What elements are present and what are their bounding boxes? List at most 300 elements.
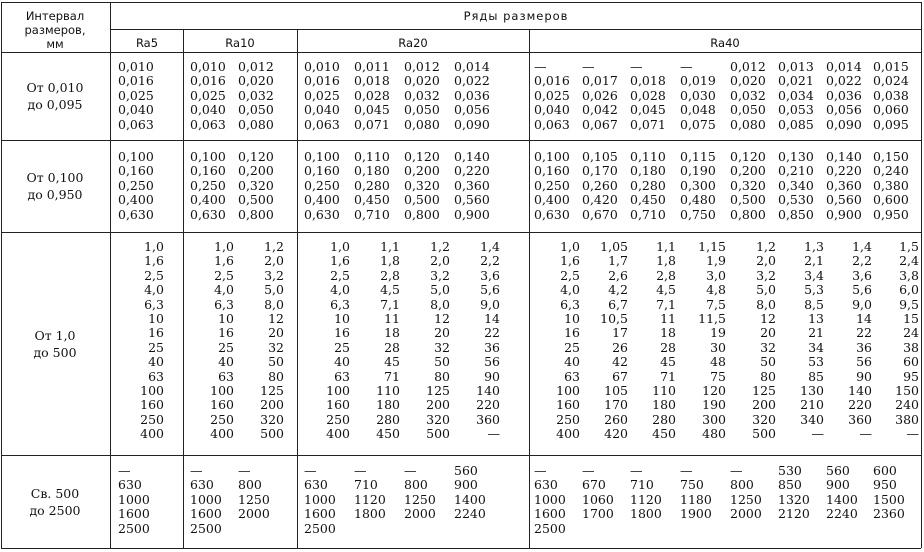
- table-cell: 32: [434, 339, 450, 355]
- table-cell: 0,014: [826, 59, 862, 74]
- header-divider-2: [1, 52, 921, 53]
- table-cell: 1600: [190, 506, 222, 522]
- table-cell: 380: [895, 411, 919, 427]
- table-cell: 16: [564, 325, 580, 341]
- table-cell: 6,3: [214, 296, 234, 312]
- table-cell: 125: [260, 382, 284, 398]
- table-cell: 140: [476, 382, 500, 398]
- value-column: [534, 150, 580, 222]
- table-bottom-border: [1, 548, 921, 549]
- value-column: [873, 60, 919, 132]
- table-cell: 0,900: [826, 206, 862, 222]
- table-cell: 0,400: [304, 192, 340, 208]
- table-cell: 6,3: [144, 296, 164, 312]
- table-cell: 2240: [826, 506, 858, 522]
- table-cell: 0,018: [354, 73, 390, 89]
- table-cell: 3,4: [804, 267, 824, 283]
- table-cell: 0,140: [454, 149, 490, 164]
- table-cell: 4,0: [560, 282, 580, 298]
- table-cell: 3,6: [480, 267, 500, 283]
- table-cell: 12: [760, 310, 776, 326]
- table-cell: 110: [652, 382, 676, 398]
- table-cell: 950: [873, 477, 897, 493]
- table-cell: —: [859, 426, 872, 442]
- table-cell: 2,0: [264, 253, 284, 269]
- table-cell: 0,048: [680, 102, 716, 118]
- table-cell: 0,800: [730, 206, 766, 222]
- table-cell: 160: [140, 397, 164, 413]
- table-cell: 8,5: [804, 296, 824, 312]
- table-cell: 0,900: [454, 206, 490, 222]
- table-cell: 0,105: [582, 149, 618, 164]
- value-column: [778, 150, 824, 222]
- table-cell: 0,042: [582, 102, 618, 118]
- table-cell: 0,028: [630, 87, 666, 103]
- table-cell: 63: [218, 368, 234, 384]
- table-cell: 0,067: [582, 116, 618, 132]
- table-cell: 20: [434, 325, 450, 341]
- table-cell: 12: [434, 310, 450, 326]
- table-cell: 80: [434, 368, 450, 384]
- table-cell: 900: [454, 477, 478, 493]
- table-cell: 160: [556, 397, 580, 413]
- table-cell: 45: [384, 354, 400, 370]
- group-divider-3: [1, 455, 921, 456]
- table-cell: 0,022: [826, 73, 862, 89]
- table-cell: 7,5: [706, 296, 726, 312]
- table-cell: 0,180: [354, 163, 390, 179]
- table-cell: 710: [630, 477, 654, 493]
- table-cell: 900: [826, 477, 850, 493]
- column-divider-ra5: [183, 29, 184, 548]
- value-column: [238, 60, 284, 132]
- table-cell: 360: [848, 411, 872, 427]
- table-cell: 0,130: [778, 149, 814, 164]
- table-cell: 0,500: [404, 192, 440, 208]
- table-cell: 2,5: [214, 267, 234, 283]
- interval-label-line: до 500: [33, 344, 77, 360]
- value-column: [730, 240, 776, 441]
- column-divider-ra10: [297, 29, 298, 548]
- table-cell: 1,0: [330, 239, 350, 254]
- table-cell: 25: [564, 339, 580, 355]
- column-divider-interval: [110, 2, 111, 548]
- value-column: [826, 464, 872, 536]
- table-cell: 8,0: [264, 296, 284, 312]
- group-divider-1: [1, 140, 921, 141]
- table-cell: 530: [778, 463, 802, 478]
- value-column: [190, 240, 234, 441]
- table-cell: 18: [660, 325, 676, 341]
- table-cell: 0,220: [826, 163, 862, 179]
- table-cell: 0,210: [778, 163, 814, 179]
- table-cell: 1,1: [380, 239, 400, 254]
- table-cell: 2,2: [480, 253, 500, 269]
- table-cell: 6,3: [560, 296, 580, 312]
- table-cell: 0,450: [354, 192, 390, 208]
- table-cell: 11: [660, 310, 676, 326]
- table-cell: —: [534, 59, 547, 74]
- value-column: [873, 150, 919, 222]
- table-cell: 7,1: [656, 296, 676, 312]
- table-cell: 0,063: [304, 116, 340, 132]
- table-cell: 220: [476, 397, 500, 413]
- table-cell: 0,085: [778, 116, 814, 132]
- table-cell: 0,710: [354, 206, 390, 222]
- table-cell: 16: [334, 325, 350, 341]
- table-cell: 4,8: [706, 282, 726, 298]
- table-cell: 10: [218, 310, 234, 326]
- table-cell: 1000: [304, 491, 336, 507]
- table-cell: —: [811, 426, 824, 442]
- table-cell: 63: [564, 368, 580, 384]
- table-cell: 20: [268, 325, 284, 341]
- table-cell: 71: [660, 368, 676, 384]
- table-cell: [630, 522, 676, 536]
- value-column: [238, 464, 284, 536]
- value-column: [190, 60, 234, 132]
- table-cell: 0,034: [778, 87, 814, 103]
- interval-label: [2, 169, 108, 203]
- table-cell: 1600: [304, 506, 336, 522]
- value-column: [404, 150, 450, 222]
- table-cell: 0,080: [404, 116, 440, 132]
- table-cell: 1,6: [144, 253, 164, 269]
- value-column: [680, 150, 726, 222]
- table-cell: —: [680, 463, 693, 478]
- table-cell: 0,320: [404, 177, 440, 193]
- table-cell: 0,480: [680, 192, 716, 208]
- table-cell: 0,040: [534, 102, 570, 118]
- table-cell: 400: [210, 426, 234, 442]
- table-cell: 2500: [534, 520, 566, 536]
- table-cell: 13: [808, 310, 824, 326]
- value-column: [630, 150, 676, 222]
- table-cell: 2000: [238, 506, 270, 522]
- table-cell: 38: [903, 339, 919, 355]
- table-cell: 630: [118, 477, 142, 493]
- table-cell: 1,8: [656, 253, 676, 269]
- table-cell: [730, 522, 776, 536]
- table-cell: 0,630: [534, 206, 570, 222]
- table-cell: 16: [148, 325, 164, 341]
- table-cell: [873, 522, 919, 536]
- table-cell: 0,250: [534, 177, 570, 193]
- table-cell: 3,8: [899, 267, 919, 283]
- table-cell: —: [630, 59, 643, 74]
- value-column: [454, 150, 500, 222]
- table-cell: 4,5: [380, 282, 400, 298]
- table-cell: 40: [564, 354, 580, 370]
- table-cell: 1,1: [656, 239, 676, 254]
- table-cell: 60: [903, 354, 919, 370]
- table-cell: 420: [604, 426, 628, 442]
- table-cell: 2,4: [899, 253, 919, 269]
- table-cell: 90: [856, 368, 872, 384]
- table-cell: 0,115: [680, 149, 716, 164]
- table-cell: 0,090: [454, 116, 490, 132]
- table-cell: 22: [856, 325, 872, 341]
- table-cell: 0,020: [404, 73, 440, 89]
- table-cell: 0,170: [582, 163, 618, 179]
- table-cell: 750: [680, 477, 704, 493]
- table-cell: 2500: [304, 520, 336, 536]
- table-cell: 2000: [404, 506, 436, 522]
- table-cell: 560: [454, 463, 478, 478]
- table-cell: 1000: [534, 491, 566, 507]
- table-cell: 125: [426, 382, 450, 398]
- value-column: [404, 240, 450, 441]
- table-cell: 160: [326, 397, 350, 413]
- table-cell: 0,560: [826, 192, 862, 208]
- value-column: [404, 60, 450, 132]
- table-cell: 3,2: [430, 267, 450, 283]
- interval-label-line: до 2500: [29, 502, 81, 518]
- table-cell: 6,3: [330, 296, 350, 312]
- table-cell: 0,250: [190, 177, 226, 193]
- table-cell: 25: [218, 339, 234, 355]
- table-cell: 2,5: [560, 267, 580, 283]
- table-cell: 10: [148, 310, 164, 326]
- table-cell: 11,5: [698, 310, 726, 326]
- table-cell: 5,0: [430, 282, 450, 298]
- table-cell: 4,2: [608, 282, 628, 298]
- table-cell: 0,026: [582, 87, 618, 103]
- value-column: [354, 240, 400, 441]
- table-cell: 0,071: [630, 116, 666, 132]
- table-right-border: [921, 2, 922, 548]
- table-cell: 0,060: [873, 102, 909, 118]
- table-cell: 80: [268, 368, 284, 384]
- table-cell: 45: [660, 354, 676, 370]
- table-cell: 4,0: [214, 282, 234, 298]
- table-cell: 9,0: [852, 296, 872, 312]
- table-cell: —: [118, 463, 131, 478]
- table-cell: 32: [268, 339, 284, 355]
- table-cell: 10: [334, 310, 350, 326]
- table-cell: 2360: [873, 506, 905, 522]
- table-cell: [404, 522, 450, 536]
- table-cell: 2,0: [756, 253, 776, 269]
- table-cell: 3,0: [706, 267, 726, 283]
- table-cell: 0,036: [454, 87, 490, 103]
- table-cell: —: [582, 463, 595, 478]
- table-cell: —: [680, 59, 693, 74]
- table-cell: 0,015: [873, 59, 909, 74]
- table-cell: 1320: [778, 491, 810, 507]
- table-cell: [778, 522, 824, 536]
- table-cell: 0,280: [354, 177, 390, 193]
- table-cell: 0,016: [190, 73, 226, 89]
- table-cell: 1060: [582, 491, 614, 507]
- table-cell: [680, 522, 726, 536]
- table-cell: 14: [484, 310, 500, 326]
- table-cell: 30: [710, 339, 726, 355]
- table-cell: —: [582, 59, 595, 74]
- value-column: [118, 150, 164, 222]
- table-cell: 0,320: [730, 177, 766, 193]
- table-cell: 17: [612, 325, 628, 341]
- value-column: [778, 240, 824, 441]
- table-cell: 5,0: [264, 282, 284, 298]
- table-cell: [582, 522, 628, 536]
- table-cell: 0,045: [354, 102, 390, 118]
- value-column: [778, 60, 824, 132]
- table-cell: 1400: [454, 491, 486, 507]
- value-column: [118, 60, 164, 132]
- table-cell: 260: [604, 411, 628, 427]
- table-cell: 0,260: [582, 177, 618, 193]
- table-cell: 2500: [118, 520, 150, 536]
- table-cell: 0,500: [730, 192, 766, 208]
- table-cell: 0,400: [534, 192, 570, 208]
- table-cell: 0,380: [873, 177, 909, 193]
- table-cell: 0,016: [304, 73, 340, 89]
- table-cell: 0,100: [534, 149, 570, 164]
- table-cell: 0,050: [730, 102, 766, 118]
- series-ra40-header: Ra40: [710, 36, 740, 50]
- value-column: [354, 464, 400, 536]
- table-cell: 20: [760, 325, 776, 341]
- table-cell: 95: [903, 368, 919, 384]
- table-cell: [238, 522, 284, 536]
- value-column: [454, 464, 500, 536]
- table-cell: 110: [376, 382, 400, 398]
- table-cell: 1,05: [600, 239, 628, 254]
- table-cell: 0,200: [404, 163, 440, 179]
- table-cell: 1,9: [706, 253, 726, 269]
- table-cell: 50: [268, 354, 284, 370]
- value-column: [826, 240, 872, 441]
- value-column: [582, 150, 628, 222]
- table-cell: —: [534, 463, 547, 478]
- table-cell: 1,6: [214, 253, 234, 269]
- table-cell: 180: [652, 397, 676, 413]
- table-cell: 0,010: [190, 59, 226, 74]
- table-cell: 1700: [582, 506, 614, 522]
- table-cell: 4,0: [144, 282, 164, 298]
- table-cell: 1500: [873, 491, 905, 507]
- table-cell: 630: [534, 477, 558, 493]
- table-cell: 1000: [118, 491, 150, 507]
- table-cell: 320: [752, 411, 776, 427]
- table-cell: 100: [140, 382, 164, 398]
- table-cell: 34: [808, 339, 824, 355]
- table-cell: 180: [376, 397, 400, 413]
- table-cell: 0,020: [238, 73, 274, 89]
- table-cell: 0,040: [190, 102, 226, 118]
- table-cell: 280: [376, 411, 400, 427]
- table-cell: 0,063: [118, 116, 154, 132]
- table-cell: 2,5: [330, 267, 350, 283]
- table-cell: 0,160: [534, 163, 570, 179]
- table-cell: 280: [652, 411, 676, 427]
- table-cell: 7,1: [380, 296, 400, 312]
- table-cell: 630: [190, 477, 214, 493]
- value-column: [190, 464, 234, 536]
- value-column: [730, 464, 776, 536]
- series-ra20-header: Ra20: [398, 36, 428, 50]
- table-cell: 1,0: [560, 239, 580, 254]
- table-cell: 18: [384, 325, 400, 341]
- series-ra10-header: Ra10: [225, 36, 255, 50]
- table-cell: 210: [800, 397, 824, 413]
- value-column: [582, 60, 628, 132]
- table-cell: 1,6: [560, 253, 580, 269]
- table-cell: 48: [710, 354, 726, 370]
- table-cell: 0,095: [873, 116, 909, 132]
- table-cell: 4,0: [330, 282, 350, 298]
- table-cell: 500: [260, 426, 284, 442]
- value-column: [534, 464, 580, 536]
- table-cell: 250: [326, 411, 350, 427]
- interval-label-line: до 0,950: [27, 187, 83, 202]
- table-cell: 2,1: [804, 253, 824, 269]
- table-cell: 36: [856, 339, 872, 355]
- value-column: [630, 60, 676, 132]
- table-cell: 0,160: [118, 163, 154, 179]
- table-cell: 200: [260, 397, 284, 413]
- table-cell: 0,050: [404, 102, 440, 118]
- table-cell: 36: [484, 339, 500, 355]
- table-cell: 0,025: [304, 87, 340, 103]
- table-cell: 0,450: [630, 192, 666, 208]
- table-cell: 21: [808, 325, 824, 341]
- table-cell: 25: [334, 339, 350, 355]
- column-divider-ra20: [529, 29, 530, 548]
- table-cell: 0,140: [826, 149, 862, 164]
- table-cell: 56: [856, 354, 872, 370]
- table-cell: [454, 522, 500, 536]
- table-cell: 0,020: [730, 73, 766, 89]
- table-cell: 8,0: [756, 296, 776, 312]
- value-column: [680, 60, 726, 132]
- table-cell: 1,6: [330, 253, 350, 269]
- value-column: [238, 150, 284, 222]
- value-column: [873, 240, 919, 441]
- table-cell: 0,030: [680, 87, 716, 103]
- value-column: [354, 150, 400, 222]
- table-cell: 0,950: [873, 206, 909, 222]
- value-column: [118, 240, 164, 441]
- value-column: [534, 240, 580, 441]
- table-cell: 85: [808, 368, 824, 384]
- table-cell: 150: [895, 382, 919, 398]
- table-cell: 0,014: [454, 59, 490, 74]
- interval-label: [2, 327, 108, 361]
- table-cell: 0,036: [826, 87, 862, 103]
- table-cell: 53: [808, 354, 824, 370]
- interval-header-line-2: размеров,: [24, 23, 86, 37]
- table-cell: 0,250: [304, 177, 340, 193]
- table-cell: 200: [752, 397, 776, 413]
- table-cell: 0,100: [304, 149, 340, 164]
- table-cell: 240: [895, 397, 919, 413]
- table-cell: 10,5: [600, 310, 628, 326]
- table-cell: 250: [210, 411, 234, 427]
- table-cell: 140: [848, 382, 872, 398]
- value-column: [826, 60, 872, 132]
- table-cell: 500: [426, 426, 450, 442]
- table-cell: 2500: [190, 520, 222, 536]
- table-cell: 3,2: [756, 267, 776, 283]
- table-cell: 6,7: [608, 296, 628, 312]
- table-cell: 0,110: [630, 149, 666, 164]
- table-cell: 450: [376, 426, 400, 442]
- table-cell: 1,4: [480, 239, 500, 254]
- table-cell: 0,320: [238, 177, 274, 193]
- table-cell: 0,028: [354, 87, 390, 103]
